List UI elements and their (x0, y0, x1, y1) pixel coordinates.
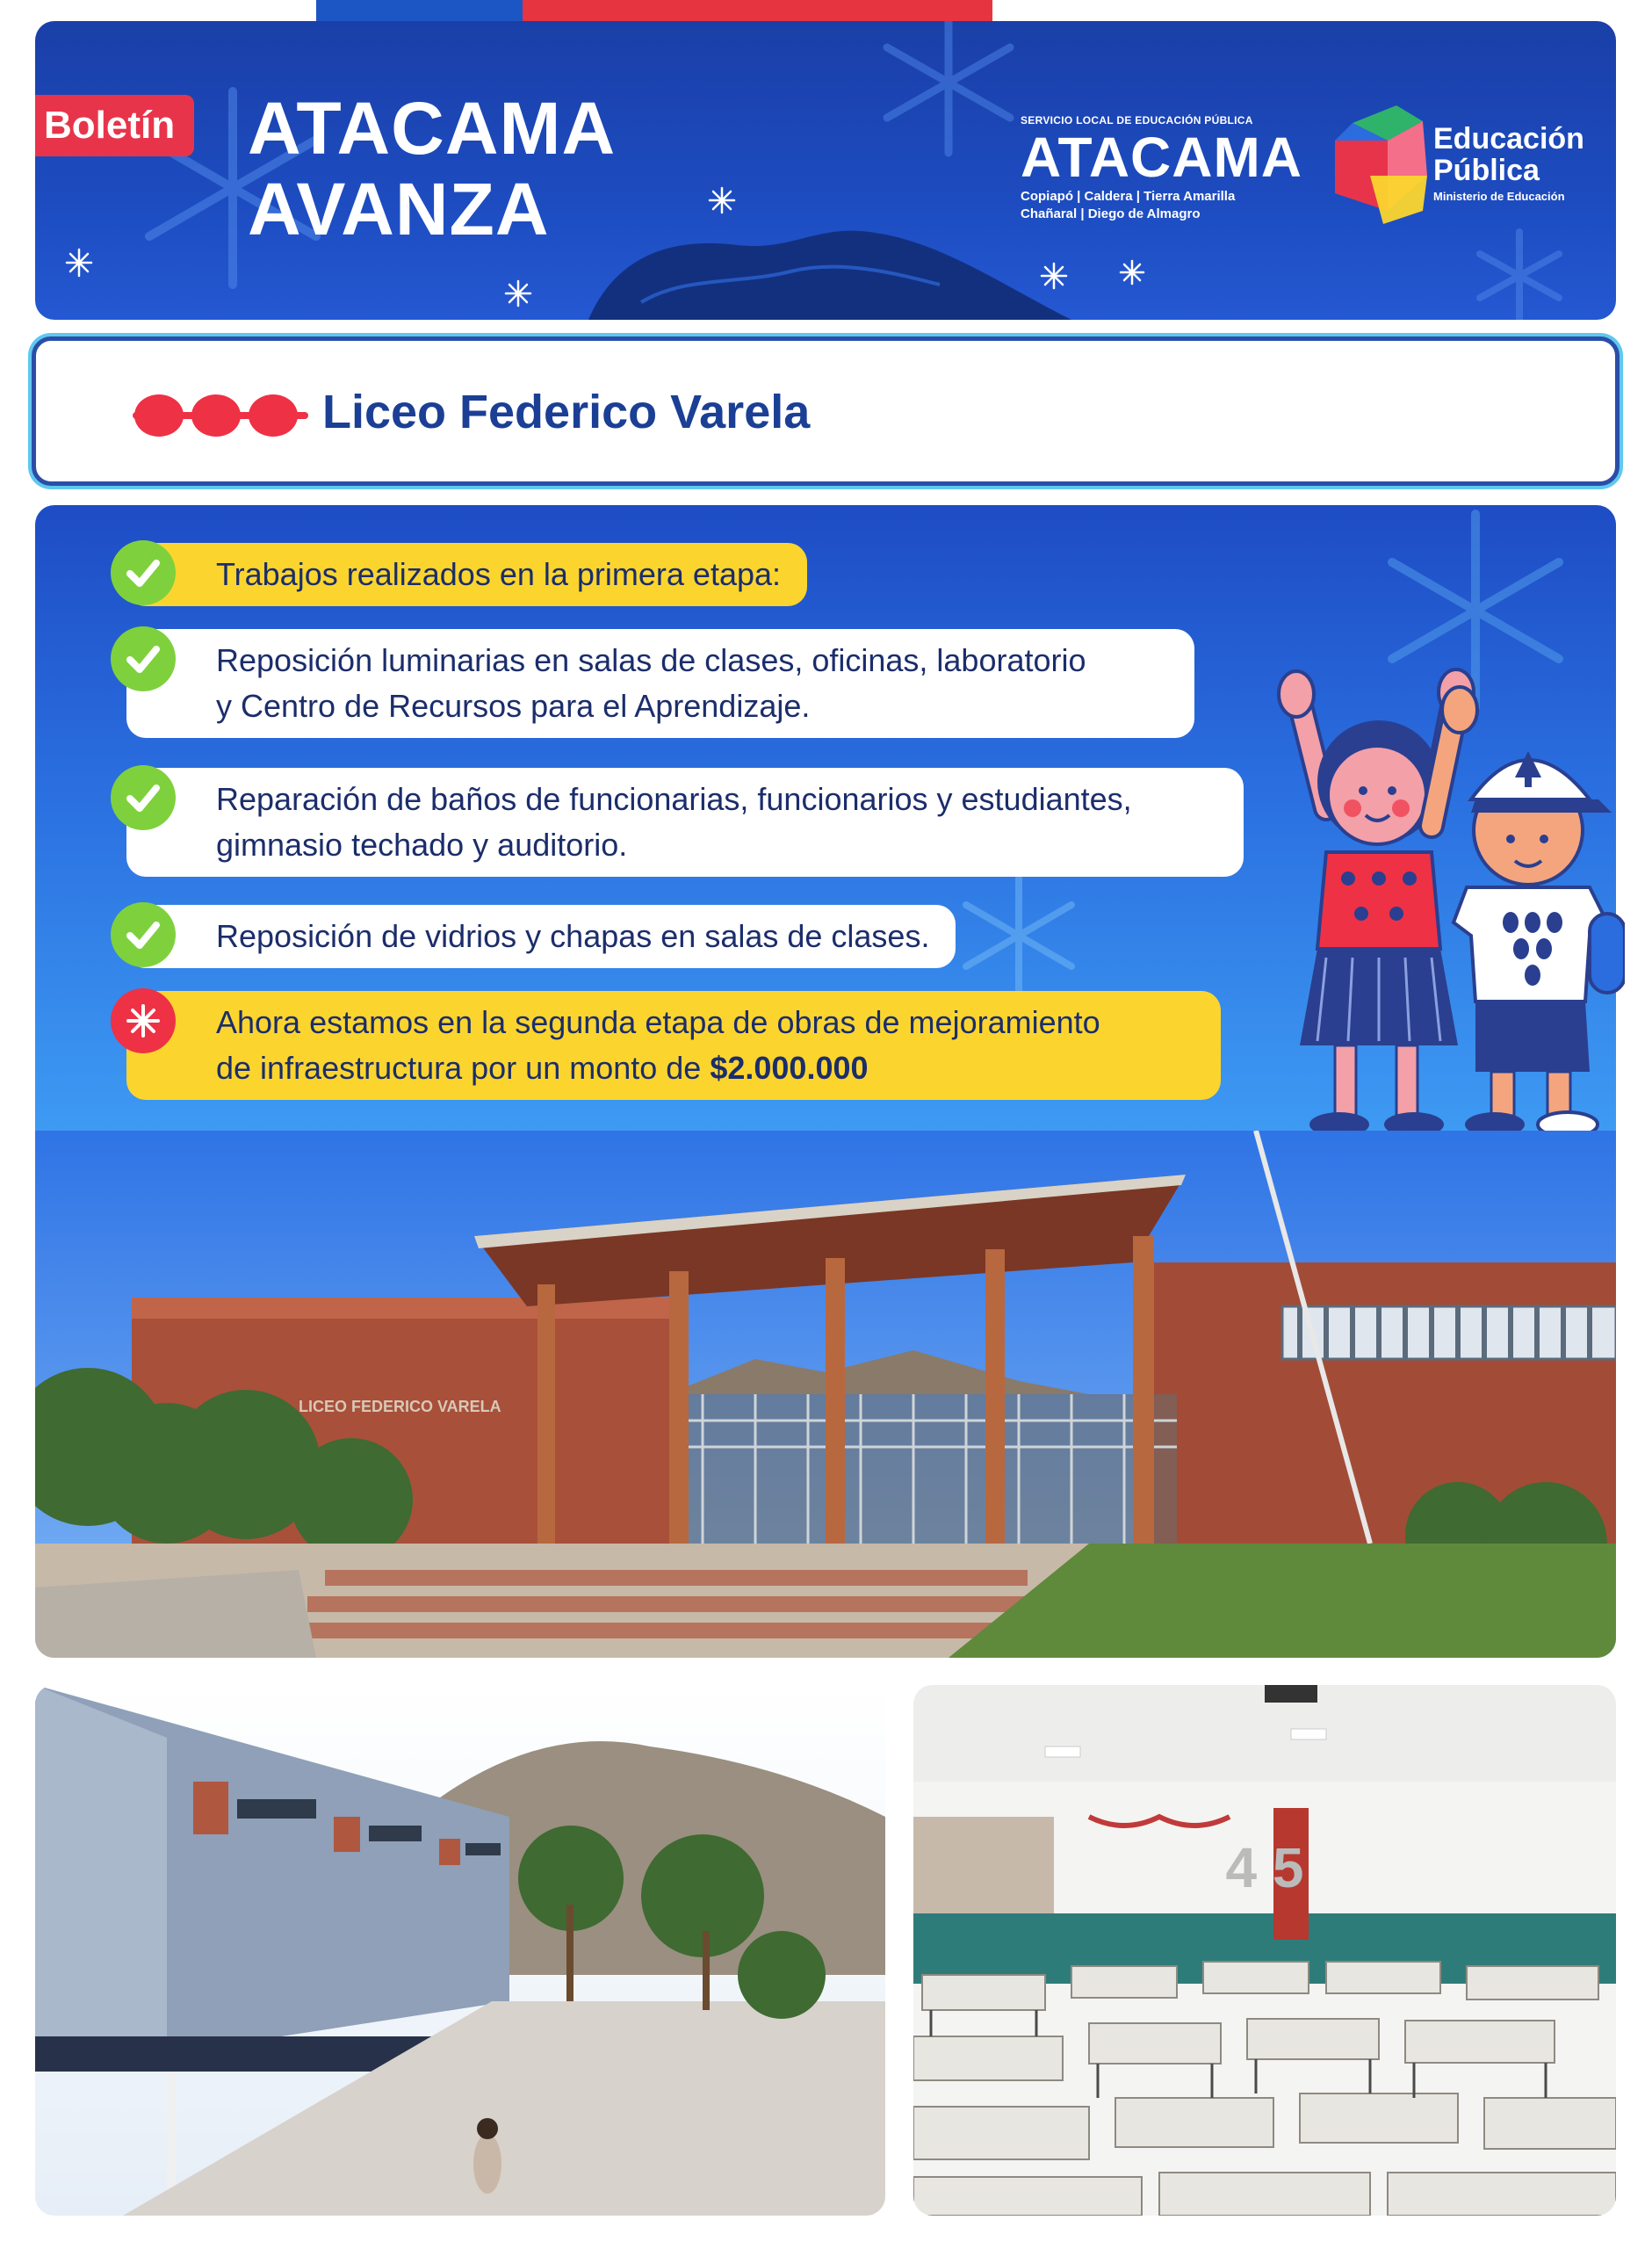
top-color-bar (316, 0, 992, 21)
check-icon (111, 626, 176, 691)
classroom-number: 4 5 (1225, 1836, 1304, 1899)
top-bar-red (523, 0, 992, 21)
work-item-2-line2: gimnasio techado y auditorio. (216, 827, 628, 863)
asterisk-icon (111, 988, 176, 1053)
school-facade-photo (35, 1131, 1616, 1658)
boy-figure (1432, 687, 1625, 1137)
second-stage-line1: Ahora estamos en la segunda etapa de obras de mejoramiento (216, 1004, 1100, 1040)
building-sign: LICEO FEDERICO VARELA (299, 1398, 501, 1415)
courtyard-photo (35, 1685, 885, 2216)
header-banner (35, 21, 1616, 320)
work-item-1-line2: y Centro de Recursos para el Aprendizaje. (216, 688, 811, 724)
dots-icon (133, 389, 308, 442)
check-icon (111, 540, 176, 605)
bulletin-title-line2: AVANZA (248, 168, 550, 250)
ep-line1: Educación (1433, 122, 1584, 155)
snowflake-icon (887, 21, 1010, 153)
check-icon (111, 902, 176, 967)
work-item-3 (126, 905, 956, 968)
second-stage-amount: $2.000.000 (710, 1050, 869, 1086)
second-stage-pill (126, 991, 1221, 1100)
work-item-2-line1: Reparación de baños de funcionarias, funcionarios y estudiantes, (216, 781, 1132, 817)
second-stage-line2-prefix: de infraestructura por un monto de (216, 1050, 711, 1086)
mountain-silhouette (588, 231, 1071, 320)
bulletin-title (248, 88, 616, 249)
educacion-publica-logo-icon (1335, 105, 1440, 224)
snowflake-icon (1480, 232, 1559, 320)
ep-subtitle: Ministerio de Educación (1433, 190, 1565, 203)
second-stage-line2 (216, 1045, 1194, 1091)
slep-towns-line1: Copiapó | Caldera | Tierra Amarilla (1021, 189, 1236, 204)
school-title-card (32, 336, 1620, 486)
slep-name: ATACAMA (1021, 126, 1302, 189)
slep-logo (1021, 114, 1319, 223)
school-name: Liceo Federico Varela (322, 386, 811, 438)
boletin-badge: Boletín (35, 95, 194, 156)
work-item-2 (126, 768, 1244, 877)
slep-small-text: SERVICIO LOCAL DE EDUCACIÓN PÚBLICA (1021, 114, 1253, 127)
works-heading: Trabajos realizados en la primera etapa: (216, 556, 782, 592)
work-item-1 (126, 629, 1194, 738)
snowflake-icon (966, 874, 1071, 997)
kids-illustration (1265, 668, 1625, 1142)
work-item-3-line1: Reposición de vidrios y chapas en salas de clases. (216, 918, 930, 954)
slep-towns-line2: Chañaral | Diego de Almagro (1021, 206, 1201, 221)
check-icon (111, 765, 176, 830)
work-item-1-line1: Reposición luminarias en salas de clases, oficinas, laboratorio (216, 642, 1086, 678)
top-bar-blue (316, 0, 523, 21)
classroom-photo (913, 1685, 1616, 2216)
bulletin-title-line1: ATACAMA (248, 87, 617, 170)
ep-line2: Pública (1433, 154, 1540, 187)
educacion-publica-text (1433, 123, 1584, 203)
works-heading-pill (126, 543, 807, 606)
